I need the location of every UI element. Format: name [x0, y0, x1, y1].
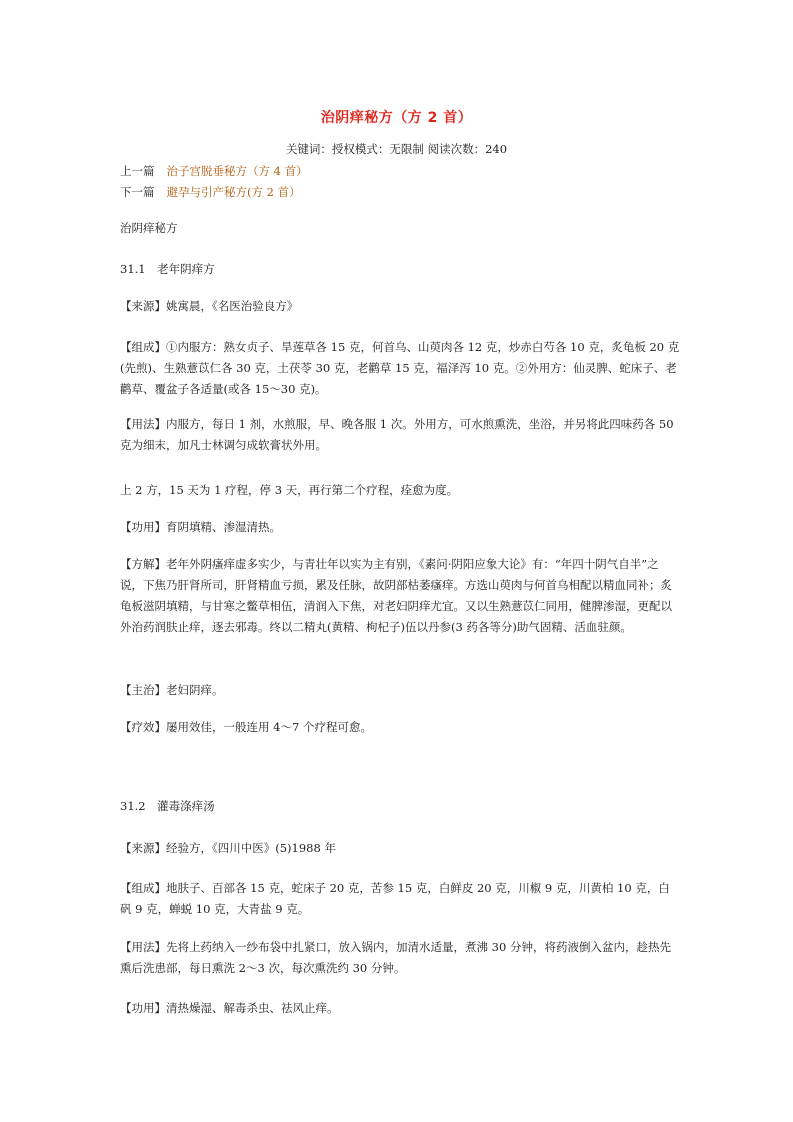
course-paragraph: 上 2 方，15 天为 1 疗程，停 3 天，再行第二个疗程，痊愈为度。 [120, 483, 459, 497]
section-heading: 治阴痒秘方 [120, 221, 178, 235]
page-title: 治阴痒秘方（方 2 首） [320, 110, 473, 126]
indication-paragraph: 【主治】老妇阴痒。 [120, 683, 224, 697]
usage-paragraph: 【用法】内服方，每日 1 剂，水煎服，早、晚各服 1 次。外用方，可水煎熏洗，坐浴，并另将此四味药各 50 克为细末，加凡士林调匀成软膏状外用。 [120, 417, 678, 452]
next-label: 下一篇 [120, 185, 155, 199]
source-paragraph: 【来源】姚寓晨，《名医治验良方》 [120, 299, 299, 313]
function-paragraph: 【功用】育阴填精、渗湿清热。 [120, 520, 281, 534]
prev-article-nav [120, 163, 308, 179]
next-article-nav [120, 184, 301, 200]
usage-paragraph: 【用法】先将上药纳入一纱布袋中扎紧口，放入锅内，加清水适量，煮沸 30 分钟，将药液倒入盆内，趁热先熏后洗患部，每日熏洗 2～3 次，每次熏洗约 30 分钟。 [120, 940, 671, 975]
source-paragraph: 【来源】经验方，《四川中医》(5)1988 年 [120, 841, 336, 855]
function-paragraph: 【功用】清热燥湿、解毒杀虫、祛风止痒。 [120, 1001, 339, 1015]
prev-article-link[interactable]: 治子宫脱垂秘方（方 4 首） [166, 164, 308, 178]
composition-paragraph: 【组成】①内服方：熟女贞子、旱莲草各 15 克，何首乌、山萸肉各 12 克，炒赤白芍各 10 克，炙龟板 20 克(先煎)、生熟薏苡仁各 30 克，土茯苓 30 克，老鹳草 15 克，福泽泻 10 克。②外用方：仙灵脾、蛇床子、老鹳草、覆盆子各适量(或各 15～30 克)。 [120, 340, 680, 396]
recipe-heading: 31.2 灌毒涤痒汤 [120, 799, 215, 813]
composition-paragraph: 【组成】地肤子、百部各 15 克，蛇床子 20 克，苦参 15 克，白鲜皮 20 克，川椒 9 克，川黄柏 10 克，白矾 9 克，蝉蜕 10 克，大青盐 9 克。 [120, 881, 670, 916]
next-article-link[interactable]: 避孕与引产秘方(方 2 首） [166, 185, 301, 199]
article-meta: 关键词：授权模式：无限制 阅读次数：240 [285, 142, 508, 156]
explanation-paragraph: 【方解】老年外阴瘙痒虚多实少，与青壮年以实为主有别，《素问·阴阳应象大论》有：“年四十阴气自半”之说，下焦乃肝肾所司，肝肾精血亏损，累及任脉，故阴部枯萎瘙痒。方选山萸肉与何首乌相配以精血同补；炙龟板滋阴填精，与甘寒之鳖草相伍，清润入下焦，对老妇阴痒尤宜。又以生熟薏苡仁同用，健脾渗湿，更配以外治药润肤止痒，逐去邪毒。终以二精丸(黄精、枸杞子)伍以丹参(3 药各等分)助气固精、活血驻颜。 [120, 557, 672, 634]
efficacy-paragraph: 【疗效】屡用效佳，一般连用 4～7 个疗程可愈。 [120, 720, 372, 734]
prev-label: 上一篇 [120, 164, 155, 178]
recipe-heading: 31.1 老年阴痒方 [120, 262, 215, 276]
